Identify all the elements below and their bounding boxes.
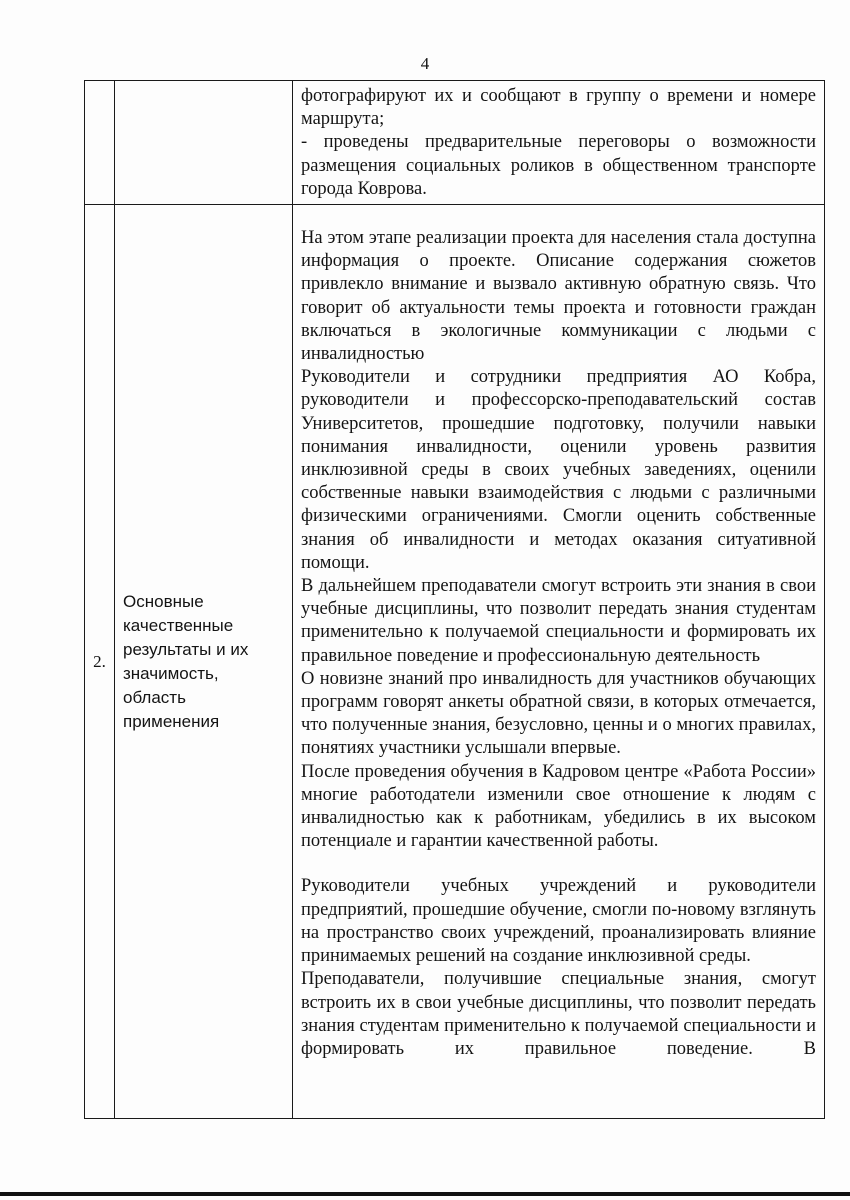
table-row-results	[85, 205, 825, 1119]
paragraph: В дальнейшем преподаватели смогут встроить эти знания в свои учебные дисциплины, что позволит передать знания студентам применительно к получаемой специальности и формировать их правильное поведение и профессиональную деятельность	[301, 576, 816, 666]
table-row-continuation	[85, 81, 825, 205]
paragraph: Преподаватели, получившие специальные знания, смогут встроить их в свои учебные дисциплины, что позволит передать знания студентам применительно к получаемой специальности и формировать их правильное поведение. В	[301, 969, 816, 1059]
paragraph: Руководители и сотрудники предприятия АО Кобра, руководители и профессорско-преподавательский состав Университетов, прошедшие подготовку, получили навыки понимания инвалидности, оценили уровень развития инклюзивной среды в своих учебных заведениях, оценили собственные навыки взаимодействия с людьми с различными физическими ограничениями. Смогли оценить собственные знания об инвалидности и методах оказания ситуативной помощи.	[301, 367, 816, 573]
page-number: 4	[420, 54, 430, 73]
row-text-cell	[293, 81, 825, 205]
results-table	[84, 80, 825, 1119]
row-number-cell	[85, 81, 115, 205]
row-label-cell	[115, 81, 293, 205]
paragraph: Руководители учебных учреждений и руководители предприятий, прошедшие обучение, смогли по-новому взглянуть на пространство своих учреждений, проанализировать влияние принимаемых решений на создание инклюзивной среды.	[301, 876, 816, 967]
paragraph: О новизне знаний про инвалидность для участников обучающих программ говорят анкеты обратной связи, в которых отмечается, что полученные знания, безусловно, ценны и о многих правилах, понятиях участники услышали впервые.	[301, 668, 816, 759]
row-text-cell	[293, 205, 825, 1119]
paragraph: На этом этапе реализации проекта для населения стала доступна информация о проекте. Описание содержания сюжетов привлекло внимание и вызвало активную обратную связь. Что говорит об актуальности темы проекта и готовности граждан включаться в экологичные коммуникации с людьми с инвалидностью	[301, 228, 816, 365]
paragraph: фотографируют их и сообщают в группу о времени и номере маршрута;	[301, 86, 816, 130]
row-label-cell: Основные качественные результаты и их значимость, область применения	[115, 205, 293, 1119]
row-number-cell: 2.	[85, 205, 115, 1119]
paragraph: После проведения обучения в Кадровом центре «Работа России» многие работодатели изменили свое отношение к людям с инвалидностью как к работникам, убедились в их высоком потенциале и гарантии качественной работы.	[301, 761, 816, 852]
scan-edge-line	[0, 1192, 850, 1196]
paragraph: - проведены предварительные переговоры о возможности размещения социальных роликов в общественном транспорте города Коврова.	[301, 132, 816, 199]
